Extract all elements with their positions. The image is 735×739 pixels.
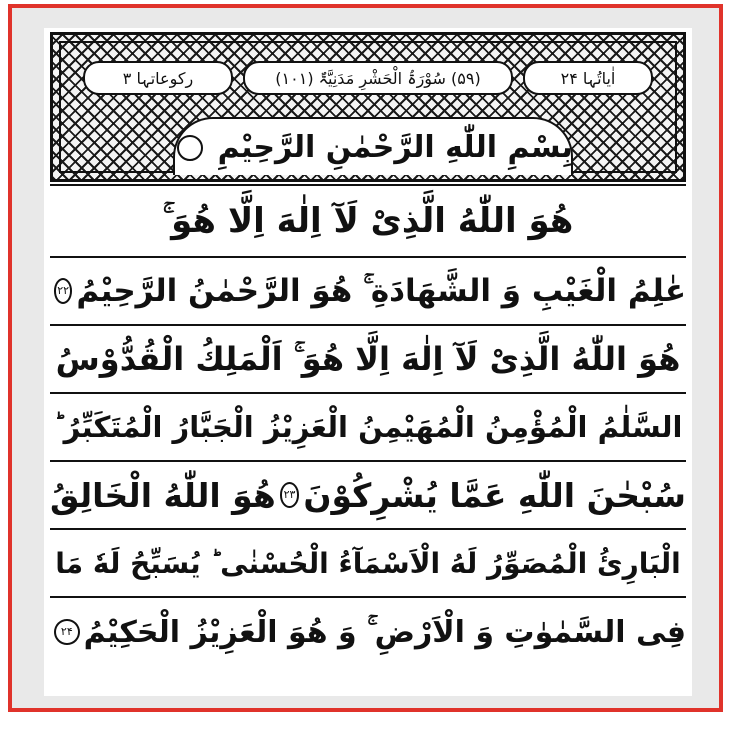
ayat-count-label: اٰیاتُہا ۲۴ [523,61,653,95]
verse-line-5 [50,462,686,530]
bismillah-panel [173,117,573,175]
verse-line-6: الْبَارِئُ الْمُصَوِّرُ لَهُ الْاَسْمَآءُ الْحُسْنٰى ؕ یُسَبِّحُ لَهٗ مَا [50,530,686,598]
verse-line-7 [50,598,686,666]
bismillah-words: بِسْمِ اللّٰهِ الرَّحْمٰنِ الرَّحِیْمِ [217,129,573,165]
ruku-count-label: رکوعاتہا ۳ [83,61,233,95]
verse-end-marker: ۲۴ [54,619,80,645]
verse-end-marker: ۲۳ [280,482,300,508]
verse-line-4: السَّلٰمُ الْمُؤْمِنُ الْمُهَیْمِنُ الْعَزِیْزُ الْجَبَّارُ الْمُتَكَبِّرُ ؕ [50,394,686,462]
verse-line-5a-text: سُبْحٰنَ اللّٰهِ عَمَّا یُشْرِكُوْنَ [303,475,686,515]
verse-line-2 [50,258,686,326]
verse-line-5b-text: هُوَ اللّٰهُ الْخَالِقُ [50,475,276,515]
verse-line-2-text: عٰلِمُ الْغَیْبِ وَ الشَّهَادَةِ ۚ هُوَ الرَّحْمٰنُ الرَّحِیْمُ [76,272,686,309]
verse-end-marker: ۲۲ [54,278,72,304]
mushaf-page [44,28,692,696]
surah-name-label: (۵۹) سُوْرَۃُ الْحَشْرِ مَدَنِیَّۃٌ (۱۰۱) [243,61,513,95]
verse-line-3: هُوَ اللّٰهُ الَّذِیْ لَآ اِلٰهَ اِلَّا هُوَ ۚ اَلْمَلِكُ الْقُدُّوْسُ [50,326,686,394]
verse-end-icon [177,135,203,161]
verse-line-7-text: فِی السَّمٰوٰتِ وَ الْاَرْضِ ۚ وَ هُوَ الْعَزِیْزُ الْحَكِیْمُ [83,614,686,650]
red-frame [8,4,723,712]
verse-line-1: هُوَ اللّٰهُ الَّذِیْ لَآ اِلٰهَ اِلَّا هُوَ ۚ [50,184,686,258]
bismillah-text [173,130,573,165]
verse-lines [50,184,686,666]
surah-header [50,32,686,182]
